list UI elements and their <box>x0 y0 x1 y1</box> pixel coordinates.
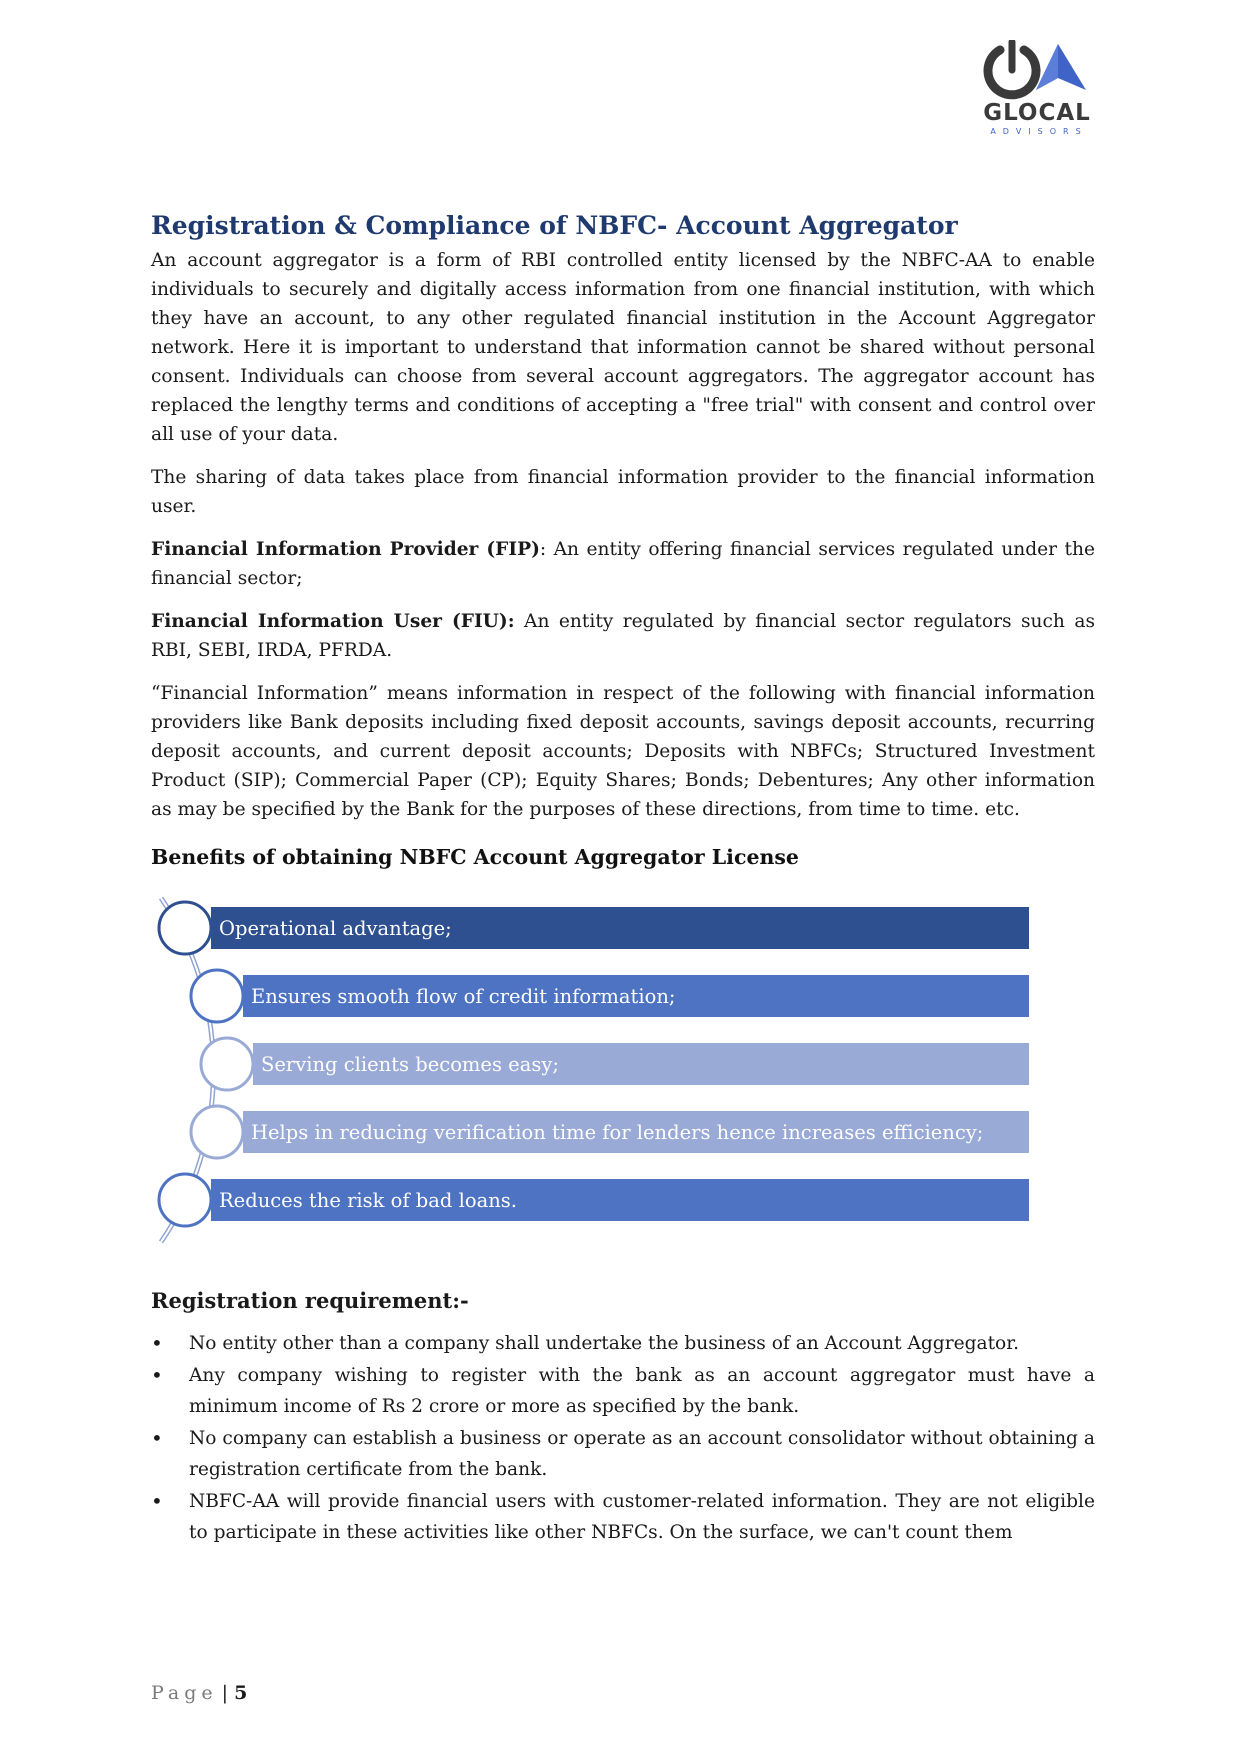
benefit-marker-circle <box>191 970 243 1022</box>
logo-tagline: ADVISORS <box>990 127 1088 136</box>
definition-text: An entity regulated by financial sector regulators such as RBI, SEBI, IRDA, PFRDA. <box>151 611 1095 661</box>
registration-heading: Registration requirement:- <box>151 1288 469 1313</box>
page-title: Registration & Compliance of NBFC- Account Aggregator <box>151 211 958 240</box>
page-footer <box>151 1682 247 1704</box>
intro-paragraph: An account aggregator is a form of RBI controlled entity licensed by the NBFC-AA to enable individuals to securely and digitally access information from one financial institution, with which they have an account, to any other regulated financial institution in the Account Aggregator network. Here it is important to understand that information cannot be shared without personal consent. Individuals can choose from several account aggregators. The aggregator account has replaced the lengthy terms and conditions of accepting a "free trial" with consent and control over all use of your data. <box>151 250 1095 445</box>
benefits-heading: Benefits of obtaining NBFC Account Aggregator License <box>151 845 799 869</box>
definition-fiu <box>151 607 1095 665</box>
benefit-marker-circle <box>159 902 211 954</box>
bullet-icon: • <box>151 1331 163 1355</box>
list-item <box>151 1486 1095 1548</box>
page-number: 5 <box>234 1682 248 1704</box>
benefit-item <box>243 1111 1029 1153</box>
data-sharing-paragraph: The sharing of data takes place from financial information provider to the financial information user. <box>151 467 1095 517</box>
list-item-text: No entity other than a company shall undertake the business of an Account Aggregator. <box>189 1333 1019 1354</box>
list-item <box>151 1360 1095 1422</box>
benefit-label: Operational advantage; <box>219 916 452 940</box>
benefit-item <box>253 1043 1029 1085</box>
list-item-text: No company can establish a business or operate as an account consolidator without obtaining a registration certificate from the bank. <box>189 1428 1095 1480</box>
footer-page-label: Page <box>151 1682 218 1704</box>
footer-separator: | <box>221 1682 229 1704</box>
definition-fip <box>151 535 1095 593</box>
benefit-marker-circle <box>159 1174 211 1226</box>
benefits-diagram <box>151 890 1095 1250</box>
list-item-text: NBFC-AA will provide financial users with customer-related information. They are not eligible to participate in these activities like other NBFCs. On the surface, we can't count them <box>189 1491 1095 1543</box>
list-item-text: Any company wishing to register with the bank as an account aggregator must have a minimum income of Rs 2 crore or more as specified by the bank. <box>189 1365 1095 1417</box>
bullet-icon: • <box>151 1363 163 1387</box>
list-item <box>151 1423 1095 1485</box>
page-content <box>151 210 1095 1549</box>
benefit-marker-circle <box>191 1106 243 1158</box>
definition-term: Financial Information Provider (FIP) <box>151 539 540 560</box>
financial-information-paragraph: “Financial Information” means information in respect of the following with financial information providers like Bank deposits including fixed deposit accounts, savings deposit accounts, recurring deposit accounts, and current deposit accounts; Deposits with NBFCs; Structured Investment Product (SIP); Commercial Paper (CP); Equity Shares; Bonds; Debentures; Any other information as may be specified by the Bank for the purposes of these directions, from time to time. etc. <box>151 683 1095 820</box>
benefit-item <box>211 1179 1029 1221</box>
registration-list <box>151 1328 1095 1548</box>
definition-text: : An entity offering financial services regulated under the financial sector; <box>151 539 1096 589</box>
bullet-icon: • <box>151 1489 163 1513</box>
bullet-icon: • <box>151 1426 163 1450</box>
benefit-marker-circle <box>201 1038 253 1090</box>
benefit-item <box>243 975 1029 1017</box>
benefit-label: Reduces the risk of bad loans. <box>219 1188 517 1212</box>
benefit-label: Helps in reducing verification time for lenders hence increases efficiency; <box>251 1120 984 1144</box>
logo-wordmark: GLOCAL <box>983 100 1091 126</box>
benefit-item <box>211 907 1029 949</box>
benefit-label: Serving clients becomes easy; <box>261 1052 559 1076</box>
benefit-label: Ensures smooth flow of credit information; <box>251 984 676 1008</box>
definition-term: Financial Information User (FIU): <box>151 611 515 632</box>
list-item <box>151 1328 1095 1359</box>
